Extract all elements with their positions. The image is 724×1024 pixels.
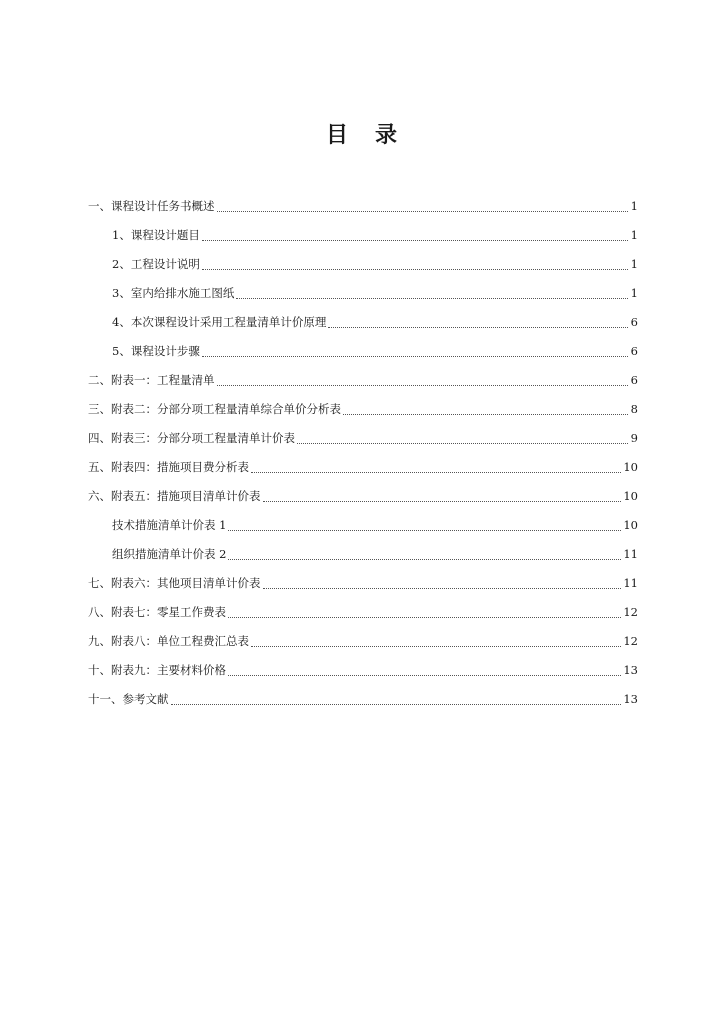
toc-entry-page-number: 6 xyxy=(630,372,638,387)
toc-entry[interactable] xyxy=(88,569,638,598)
toc-entry[interactable] xyxy=(88,395,638,424)
toc-entry-page-number: 12 xyxy=(623,633,638,648)
toc-entry[interactable] xyxy=(88,685,638,714)
toc-dot-leader xyxy=(171,703,622,705)
toc-entry-page-number: 6 xyxy=(630,314,638,329)
toc-entry-label: 组织措施清单计价表 2 xyxy=(112,546,227,561)
toc-dot-leader xyxy=(202,355,628,357)
toc-dot-leader xyxy=(251,645,621,647)
toc-entry[interactable] xyxy=(88,192,638,221)
toc-entry-label: 2、工程设计说明 xyxy=(112,256,200,271)
toc-entry-label: 1、课程设计题目 xyxy=(112,227,200,242)
toc-entry[interactable] xyxy=(88,250,638,279)
toc-entry-page-number: 10 xyxy=(623,488,638,503)
toc-entry-label: 3、室内给排水施工图纸 xyxy=(112,285,235,300)
toc-entry[interactable] xyxy=(88,337,638,366)
toc-entry-label: 四、附表三：分部分项工程量清单计价表 xyxy=(88,430,295,445)
toc-entry[interactable] xyxy=(88,656,638,685)
toc-entry-page-number: 12 xyxy=(623,604,638,619)
toc-entry-label: 八、附表七：零星工作费表 xyxy=(88,604,226,619)
toc-dot-leader xyxy=(202,239,628,241)
toc-entry-page-number: 13 xyxy=(623,662,638,677)
toc-entry[interactable] xyxy=(88,424,638,453)
toc-entry-page-number: 10 xyxy=(623,517,638,532)
toc-entry-page-number: 11 xyxy=(623,546,638,561)
title-char-2: 录 xyxy=(375,122,399,148)
toc-entry-page-number: 8 xyxy=(630,401,638,416)
toc-entry[interactable] xyxy=(88,308,638,337)
toc-entry-page-number: 6 xyxy=(630,343,638,358)
toc-entry-page-number: 10 xyxy=(623,459,638,474)
toc-dot-leader xyxy=(236,297,628,299)
toc-dot-leader xyxy=(217,210,629,212)
toc-dot-leader xyxy=(343,413,628,415)
toc-entry-label: 4、本次课程设计采用工程量清单计价原理 xyxy=(112,314,327,329)
toc-entry-label: 六、附表五：措施项目清单计价表 xyxy=(88,488,261,503)
toc-dot-leader xyxy=(297,442,628,444)
toc-entry-label: 七、附表六：其他项目清单计价表 xyxy=(88,575,261,590)
page-title xyxy=(0,118,724,149)
toc-entry-page-number: 9 xyxy=(630,430,638,445)
toc-entry[interactable] xyxy=(88,366,638,395)
toc-entry[interactable] xyxy=(88,221,638,250)
toc-entry[interactable] xyxy=(88,598,638,627)
toc-entry-label: 5、课程设计步骤 xyxy=(112,343,200,358)
toc-dot-leader xyxy=(328,326,628,328)
toc-entry-page-number: 1 xyxy=(630,285,638,300)
toc-dot-leader xyxy=(263,587,622,589)
toc-entry-label: 十一、参考文献 xyxy=(88,691,169,706)
toc-entry-page-number: 1 xyxy=(630,198,638,213)
toc-entry[interactable] xyxy=(88,453,638,482)
toc-dot-leader xyxy=(217,384,629,386)
toc-entry-page-number: 11 xyxy=(623,575,638,590)
toc-dot-leader xyxy=(228,529,621,531)
toc-dot-leader xyxy=(202,268,628,270)
toc-dot-leader xyxy=(228,558,621,560)
toc-dot-leader xyxy=(228,674,621,676)
toc-entry-label: 技术措施清单计价表 1 xyxy=(112,517,227,532)
toc-entry[interactable] xyxy=(88,540,638,569)
toc-entry-label: 三、附表二：分部分项工程量清单综合单价分析表 xyxy=(88,401,341,416)
toc-entry[interactable] xyxy=(88,482,638,511)
toc-entry-label: 二、附表一：工程量清单 xyxy=(88,372,215,387)
toc-entry-label: 九、附表八：单位工程费汇总表 xyxy=(88,633,249,648)
toc-entry[interactable] xyxy=(88,279,638,308)
toc-entry-label: 十、附表九：主要材料价格 xyxy=(88,662,226,677)
toc-dot-leader xyxy=(263,500,622,502)
toc-dot-leader xyxy=(251,471,621,473)
title-char-1: 目 xyxy=(325,122,349,148)
toc-dot-leader xyxy=(228,616,621,618)
toc-entry[interactable] xyxy=(88,627,638,656)
toc-entry-label: 一、课程设计任务书概述 xyxy=(88,198,215,213)
toc-entry-page-number: 1 xyxy=(630,256,638,271)
toc-entry[interactable] xyxy=(88,511,638,540)
toc-entry-page-number: 1 xyxy=(630,227,638,242)
toc-entry-label: 五、附表四：措施项目费分析表 xyxy=(88,459,249,474)
toc-entry-page-number: 13 xyxy=(623,691,638,706)
table-of-contents xyxy=(88,192,638,714)
